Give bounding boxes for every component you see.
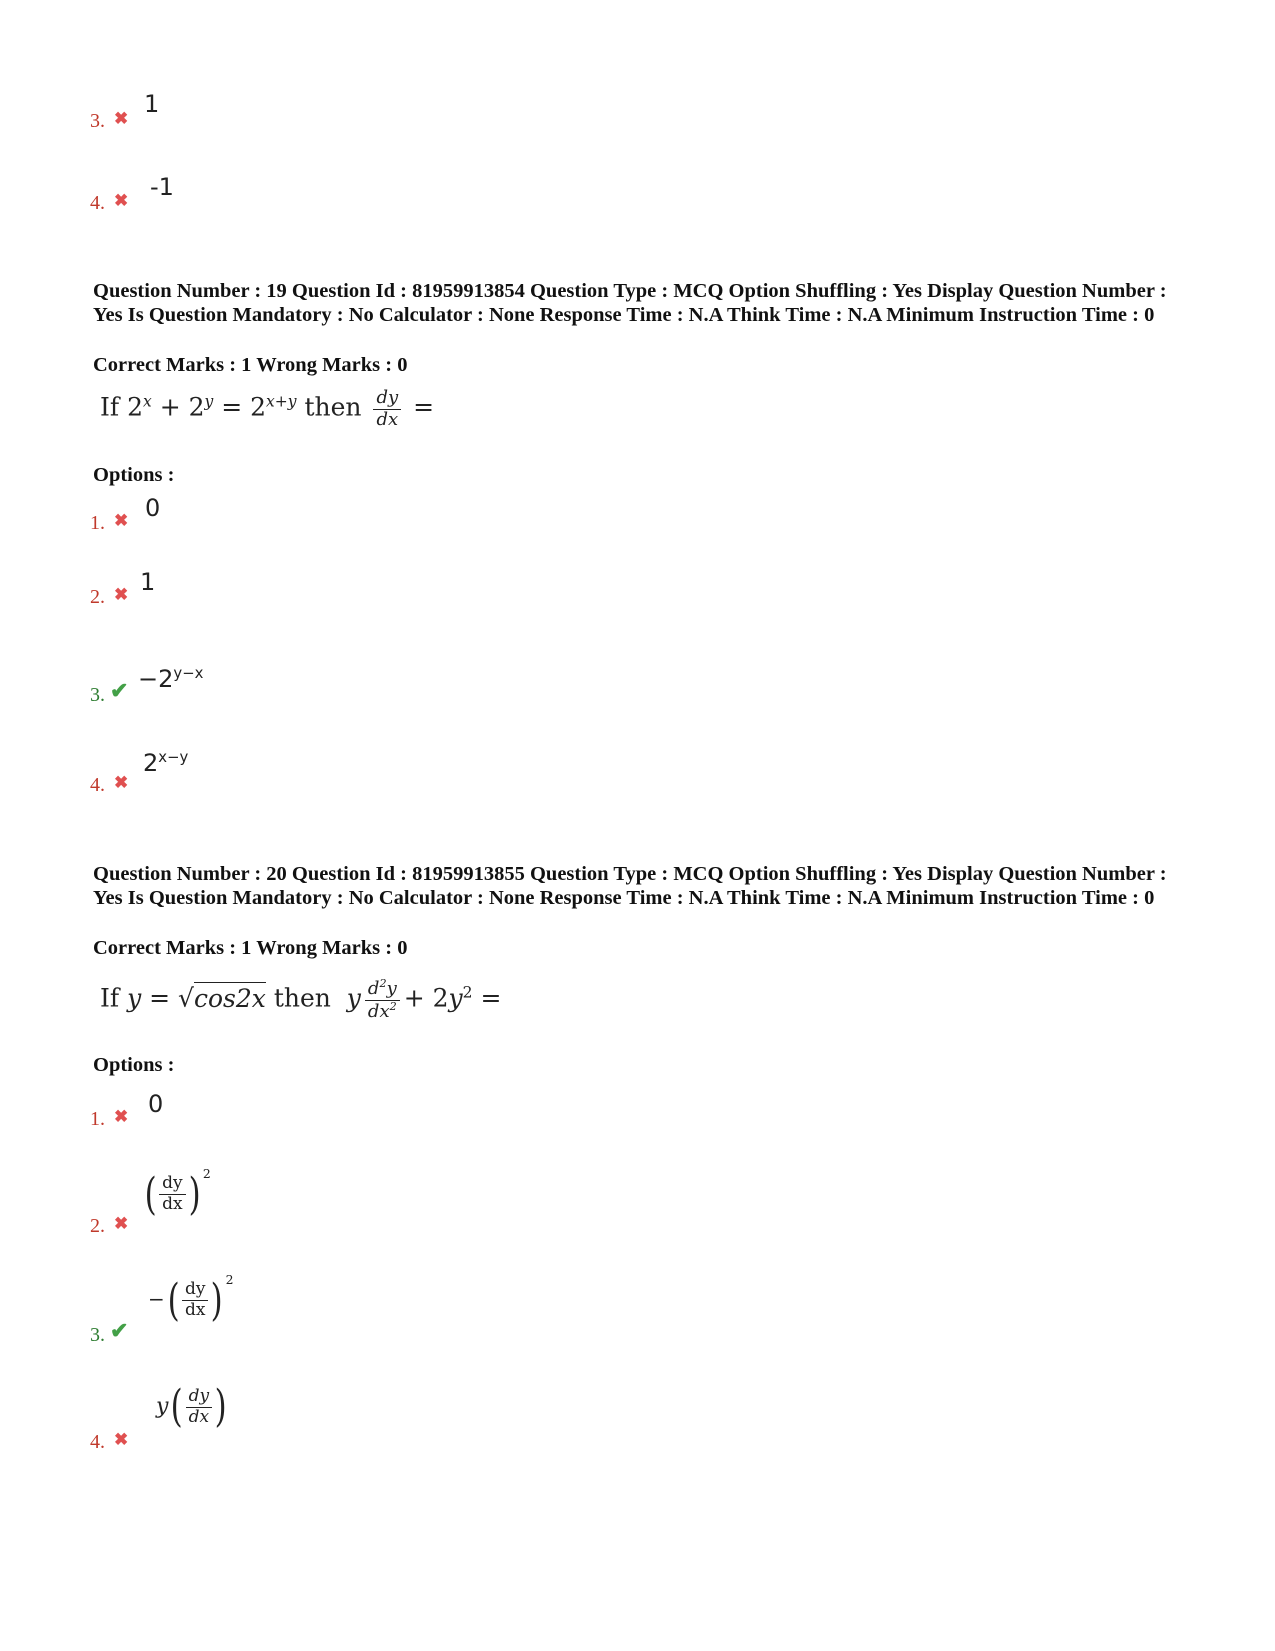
then-word: then bbox=[304, 392, 362, 422]
question-20-text: If y = √cos2x then y $\frac{d^2y}{dx^2}$ + $2y^2$ = bbox=[100, 977, 502, 1022]
option-number: 2. bbox=[90, 1215, 105, 1237]
option-number: 3. bbox=[90, 110, 105, 132]
option-number: 2. bbox=[90, 586, 105, 608]
equals-sign: = bbox=[480, 983, 502, 1013]
option-value: -1 bbox=[150, 173, 174, 201]
option-value: 1 bbox=[140, 568, 156, 596]
derivative-fraction: $\frac{dy}{dx}$ bbox=[373, 388, 401, 430]
option-value: $-2^{y-x}$ bbox=[138, 664, 204, 693]
option-number: 1. bbox=[90, 512, 105, 534]
option-number: 4. bbox=[90, 1431, 105, 1453]
equals-sign: = bbox=[413, 392, 435, 422]
options-label: Options : bbox=[93, 464, 175, 486]
second-derivative-fraction: $\frac{d^2y}{dx^2}$ bbox=[365, 978, 400, 1022]
option-number: 1. bbox=[90, 1108, 105, 1130]
question-20-meta: Question Number : 20 Question Id : 81959913855 Question Type : MCQ Option Shuffling : Yes Display Question Number : Yes Is Question Mandatory : No Calculator : None Response Time : N.A Think Time : N.A Minimum Instruction Time : 0 bbox=[93, 863, 1167, 909]
options-label: Options : bbox=[93, 1054, 175, 1076]
option-number: 3. bbox=[90, 684, 105, 706]
option-value: 0 bbox=[148, 1090, 164, 1118]
option-number: 4. bbox=[90, 774, 105, 796]
option-value: $2^{x-y}$ bbox=[143, 748, 189, 777]
option-value: ( $\frac{dy}{dx}$ ) $^2$ bbox=[144, 1166, 211, 1220]
then-word: then bbox=[273, 983, 331, 1013]
wrong-icon: ✖ bbox=[114, 109, 129, 128]
wrong-icon: ✖ bbox=[114, 511, 129, 530]
check-icon: ✔ bbox=[110, 678, 129, 703]
wrong-icon: ✖ bbox=[114, 1107, 129, 1126]
check-icon: ✔ bbox=[110, 1318, 129, 1343]
question-20-marks: Correct Marks : 1 Wrong Marks : 0 bbox=[93, 937, 408, 959]
if-word: If bbox=[100, 392, 120, 422]
wrong-icon: ✖ bbox=[114, 773, 129, 792]
if-word: If bbox=[100, 983, 120, 1013]
wrong-icon: ✖ bbox=[114, 1214, 129, 1233]
question-19-marks: Correct Marks : 1 Wrong Marks : 0 bbox=[93, 354, 408, 376]
wrong-icon: ✖ bbox=[114, 1430, 129, 1449]
question-19-meta: Question Number : 19 Question Id : 81959913854 Question Type : MCQ Option Shuffling : Yes Display Question Number : Yes Is Question Mandatory : No Calculator : None Response Time : N.A Think Time : N.A Minimum Instruction Time : 0 bbox=[93, 280, 1167, 326]
option-value: −( $\frac{dy}{dx}$ ) $^2$ bbox=[148, 1272, 234, 1326]
question-19-text: If $2^x + 2^y = 2^{x+y}$ then $\frac{dy}{dx}$ = bbox=[100, 387, 435, 430]
wrong-icon: ✖ bbox=[114, 191, 129, 210]
option-number: 3. bbox=[90, 1324, 105, 1346]
option-value: 0 bbox=[145, 494, 161, 522]
option-value: 1 bbox=[144, 90, 160, 118]
option-number: 4. bbox=[90, 192, 105, 214]
option-value: y( $\frac{dy}{dx}$ ) bbox=[156, 1381, 227, 1432]
wrong-icon: ✖ bbox=[114, 585, 129, 604]
